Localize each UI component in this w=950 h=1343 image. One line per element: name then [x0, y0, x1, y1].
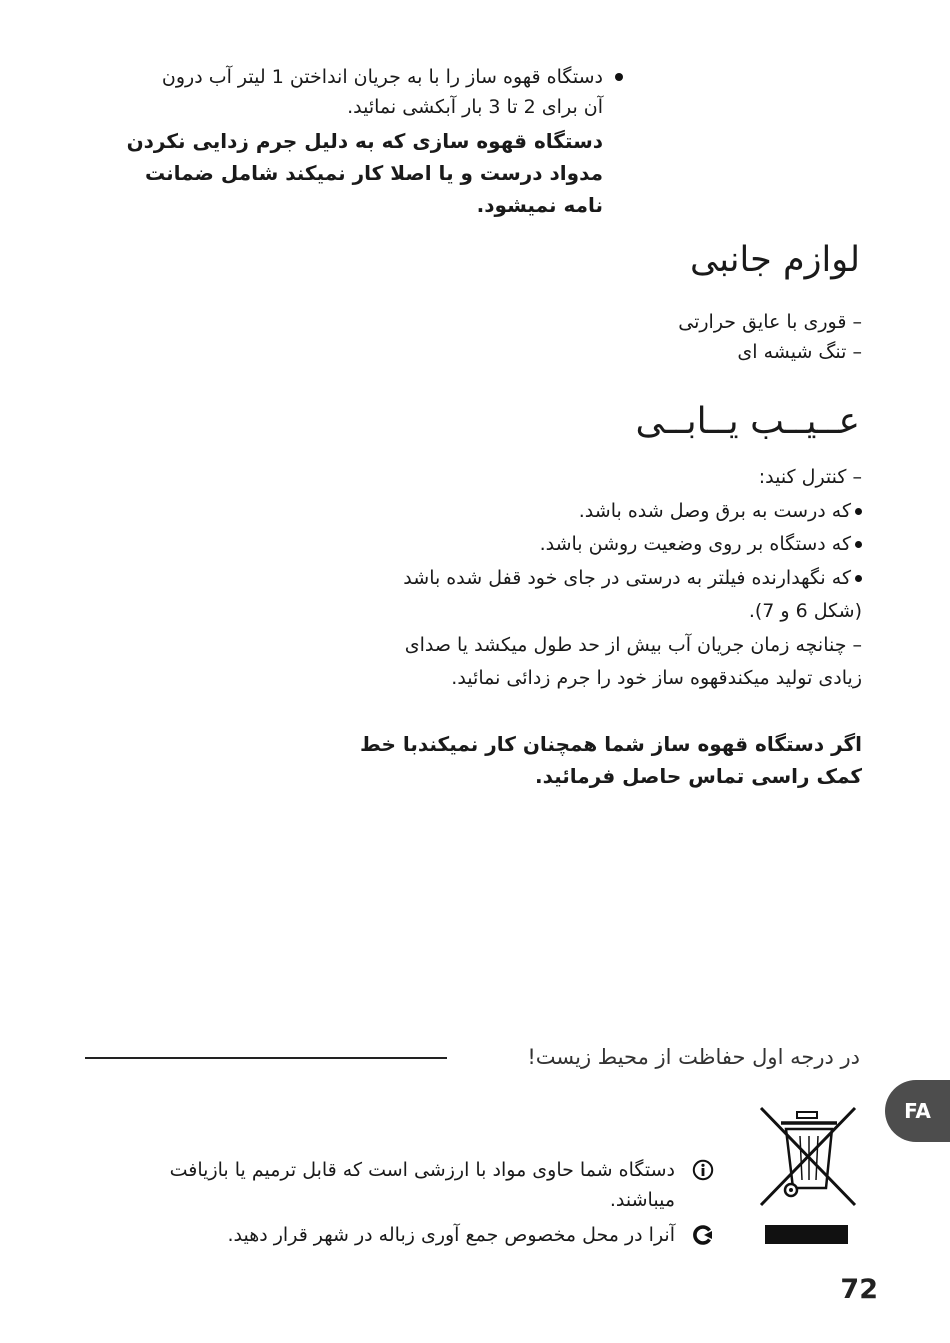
check-item: [282, 562, 862, 596]
language-tab-label: FA: [904, 1099, 931, 1123]
bullet-icon: [615, 73, 623, 81]
bullet-icon: [855, 541, 862, 548]
page-number: 72: [840, 1274, 878, 1305]
rinse-line: آن برای 2 تا 3 بار آبکشی نمائید.: [347, 96, 603, 118]
warranty-warning-line: دستگاه قهوه سازی که به دلیل جرم زدایی نکردن: [126, 129, 603, 153]
environment-heading: در درجه اول حفاظت از محیط زیست!: [527, 1045, 860, 1069]
support-line: اگر دستگاه قهوه ساز شما همچنان کار نمیکندبا خط: [360, 732, 862, 756]
list-item: – تنگ شیشه ای: [737, 341, 862, 363]
troubleshooting-body: [282, 461, 862, 696]
check-item-continuation: (شکل 6 و 7).: [748, 600, 862, 622]
info-icon: [692, 1159, 714, 1181]
support-line: کمک راسی تماس حاصل فرمائید.: [534, 764, 862, 788]
descale-line: – چنانچه زمان جریان آب بیش از حد طول میکشد یا صدای: [404, 633, 862, 656]
list-item: – قوری با عایق حرارتی: [678, 311, 862, 333]
check-item: [282, 528, 862, 562]
check-item-text: که نگهدارنده فیلتر به درستی در جای خود قفل شده باشد: [403, 566, 851, 589]
accessories-heading: لوازم جانبی: [690, 240, 860, 280]
warranty-warning-line: نامه نمیشود.: [476, 193, 603, 217]
check-item: [282, 495, 862, 529]
crossed-bin-icon: [755, 1100, 860, 1250]
troubleshooting-heading: عــیــب یــابــی: [635, 401, 860, 442]
check-label: – کنترل کنید:: [758, 466, 862, 488]
divider: [85, 1057, 447, 1059]
descaling-rinse-section: [63, 62, 603, 221]
warranty-warning-line: مدواد درست و یا اصلا کار نمیکند شامل ضمانت: [144, 161, 603, 185]
info-line: دستگاه شما حاوی مواد با ارزشی است که قابل ترمیم یا بازیافت: [169, 1159, 675, 1181]
bullet-icon: [855, 508, 862, 515]
bullet-icon: [855, 575, 862, 582]
disposal-instruction: آنرا در محل مخصوص جمع آوری زباله در شهر قرار دهید.: [227, 1224, 675, 1246]
check-item-text: که درست به برق وصل شده باشد.: [578, 499, 851, 522]
support-notice: [282, 728, 862, 792]
recyclable-info: [75, 1155, 675, 1215]
accessories-list: [462, 307, 862, 367]
check-item-text: که دستگاه بر روی وضعیت روشن باشد.: [539, 533, 851, 555]
recycle-icon: [692, 1224, 714, 1246]
info-line: میباشند.: [609, 1189, 675, 1211]
rinse-line: دستگاه قهوه ساز را با به جریان انداختن 1 لیتر آب درون: [161, 66, 603, 88]
descale-line: زیادی تولید میکندقهوه ساز خود را جرم زدائی نمائید.: [451, 667, 862, 689]
language-tab: [885, 1080, 950, 1142]
